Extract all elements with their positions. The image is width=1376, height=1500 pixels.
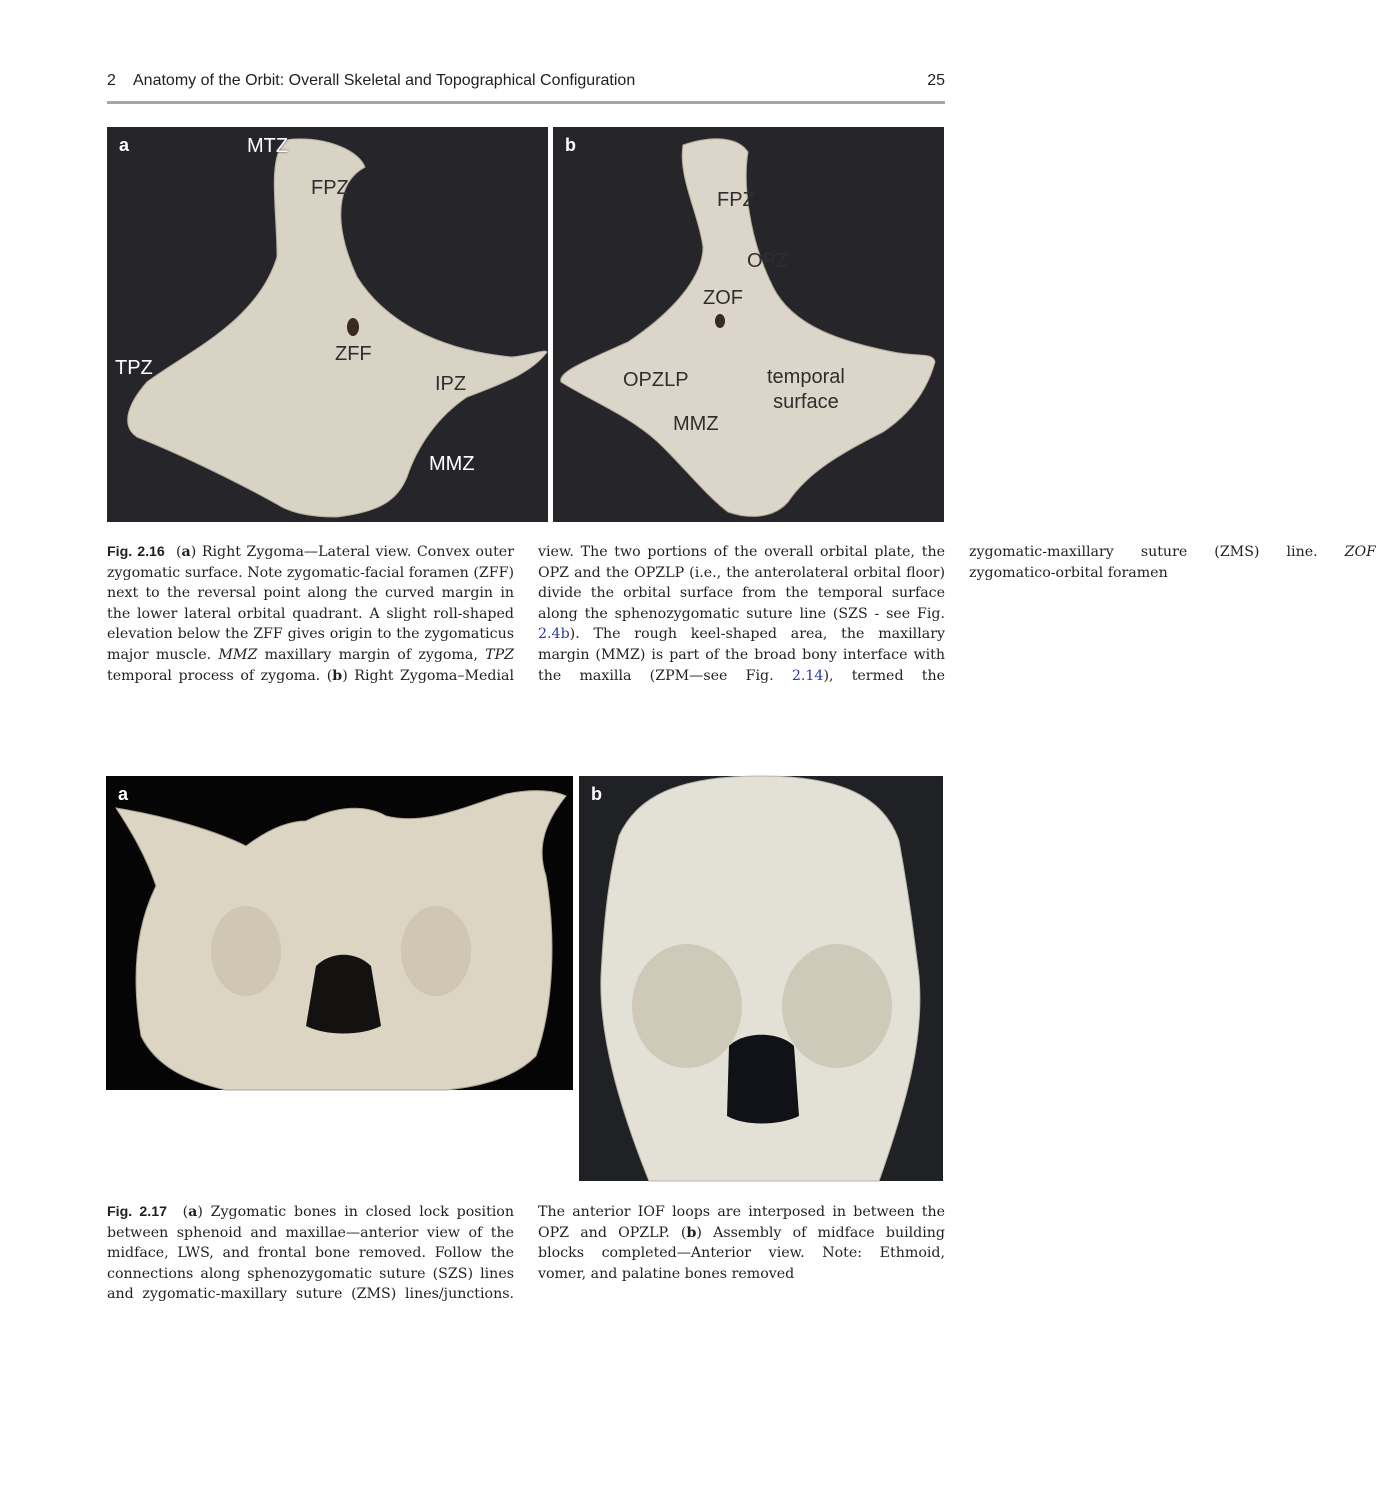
label-tpz: TPZ: [115, 357, 153, 379]
label-ipz: IPZ: [435, 373, 467, 395]
caption-text: Fig. 2.17 (a) Zygomatic bones in closed lock position between sphenoid and maxillae—anterior view of the midface, LWS, and frontal bone removed. Follow the connections along sphenozygomatic suture (SZS) lines and zygomatic-maxillary suture (ZMS) lines/junctions. The anterior IOF loops are interposed in between the OPZ and OPZLP. (b) Assembly of midface building blocks completed—Anterior view. Note: Ethmoid, vomer, and palatine bones removed: [107, 1204, 945, 1303]
label-fpz: FPZ: [311, 177, 349, 199]
chapter-title: Anatomy of the Orbit: Overall Skeletal and Topographical Configuration: [133, 72, 636, 89]
figure-2-17-caption: [107, 1202, 945, 1310]
figure-2-17a-photo: [106, 776, 573, 1090]
label-temporal-surface: [767, 365, 845, 415]
panel-letter: b: [565, 135, 576, 155]
label-fpz: FPZ: [717, 189, 755, 211]
chapter-heading: [107, 72, 635, 90]
figure-2-16b-photo: [553, 127, 944, 522]
figure-2-16-caption: [107, 542, 1376, 692]
figure-number: Fig. 2.16: [107, 544, 165, 560]
panel-letter: a: [119, 135, 130, 155]
zygoma-medial-view-image: [553, 127, 944, 522]
label-mmz: MMZ: [429, 453, 475, 475]
running-header: [107, 72, 945, 94]
figure-2-16a-photo: [107, 127, 548, 522]
figure-link[interactable]: 2.14: [791, 667, 824, 684]
midface-closed-lock-image: [106, 776, 573, 1090]
label-opzlp: OPZLP: [623, 369, 689, 391]
label-surface: surface: [773, 391, 839, 413]
figure-2-17b-photo: [579, 776, 943, 1181]
midface-assembled-skull-image: [579, 776, 943, 1181]
figure-number: Fig. 2.17: [107, 1204, 168, 1220]
label-mmz: MMZ: [673, 413, 719, 435]
panel-letter: a: [118, 784, 129, 804]
label-zof: ZOF: [703, 287, 743, 309]
panel-letter: b: [591, 784, 602, 804]
label-zff: ZFF: [335, 343, 372, 365]
page-number: 25: [927, 72, 945, 89]
figure-link[interactable]: 2.4b: [538, 626, 570, 643]
chapter-number: 2: [107, 72, 116, 89]
label-mtz: MTZ: [247, 135, 289, 157]
label-opz: OPZ: [747, 250, 789, 272]
header-rule: [107, 101, 945, 104]
caption-text: Fig. 2.16 (a) Right Zygoma—Lateral view. Convex outer zygomatic surface. Note zygomatic-facial foramen (ZFF) next to the reversal point along the curved margin in the lower lateral orbital quadrant. A slight roll-shaped elevation below the ZFF gives origin to the zygomaticus major muscle. MMZ maxillary margin of zygoma, TPZ temporal process of zygoma. (b) Right Zygoma–Medial view. The two portions of the overall orbital plate, the OPZ and the OPZLP (i.e., the anterolateral orbital floor) divide the orbital surface from the temporal surface along the sphenozygomatic suture line (SZS - see Fig. 2.4b). The rough keel-shaped area, the maxillary margin (MMZ) is part of the broad bony interface with the maxilla (ZPM—see Fig. 2.14), termed the zygomatic-maxillary suture (ZMS) line. ZOF zygomatico-orbital foramen: [107, 544, 1376, 684]
label-temporal: temporal: [767, 366, 845, 388]
